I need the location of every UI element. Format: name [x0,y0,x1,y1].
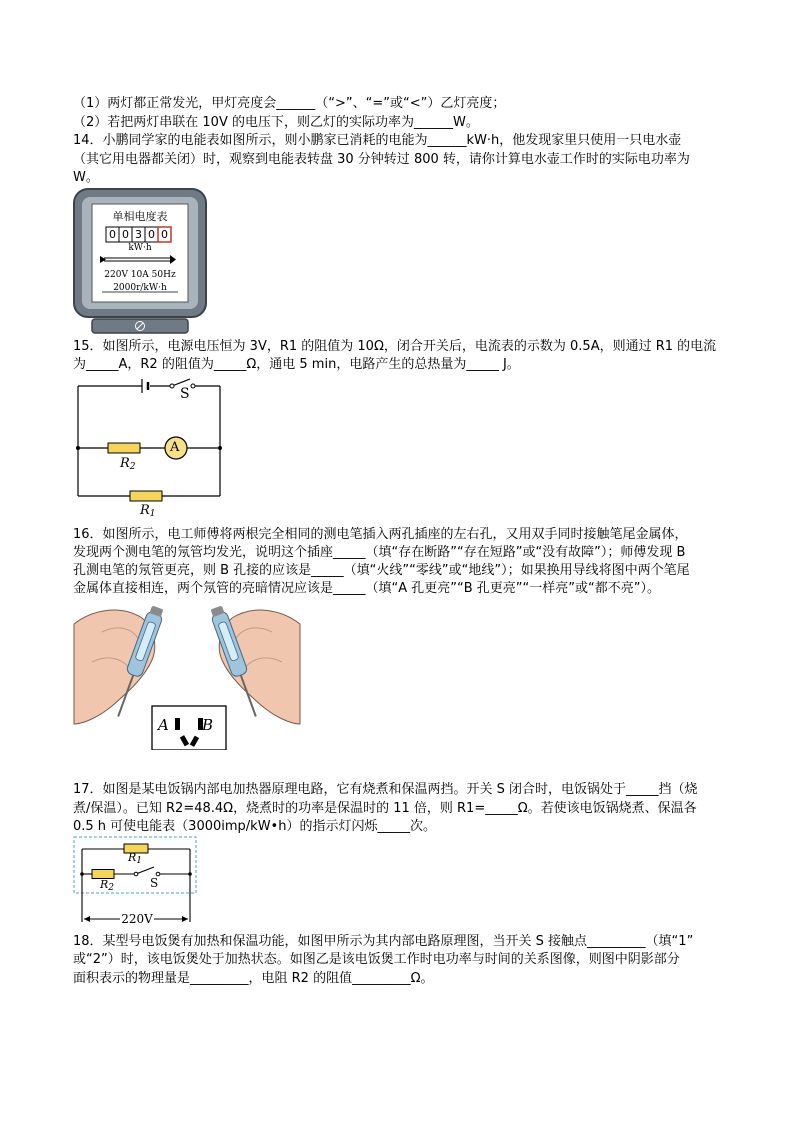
q16-line-1: 16．如图所示，电工师傅将两根完全相同的测电笔插入两孔插座的左右孔，又用双手同时接触笔尾金属体， [73,527,688,542]
socket-hole-a-label: A [158,716,169,734]
r1-label: $R_1$ [140,503,156,519]
ammeter-label: A [170,440,180,455]
q18-line-2: 或“2”）时，该电饭煲处于加热状态。如图乙是该电饭煲工作时电功率与时间的关系图像，则图中阴影部分 [73,952,680,967]
voltage-label: 220V [121,912,153,926]
r2-label: $R_2$ [100,878,115,893]
meter-spec: 220V 10A 50Hz [104,270,176,280]
meter-unit: kW·h [128,243,152,253]
meter-title: 单相电度表 [112,210,168,223]
q13-line-2: （2）若把两灯串联在 10V 的电压下，则乙灯的实际功率为______W。 [73,115,479,130]
q15-line-2: 为_____A，R2 的阻值为_____Ω，通电 5 min，电路产生的总热量为_____ J。 [73,357,520,372]
q18-line-3: 面积表示的物理量是_________，电阻 R2 的阻值_________Ω。 [73,971,434,986]
r1-label: $R_1$ [128,851,143,866]
q17-line-3: 0.5 h 可使电能表（3000imp/kW•h）的指示灯闪烁_____次。 [73,819,436,834]
meter-digit: 0 [122,228,129,241]
q18-line-1: 18．某型号电饭煲有加热和保温功能，如图甲所示为其内部电路原理图，当开关 S 接触点_________（填“1” [73,934,694,949]
q16-line-2: 发现两个测电笔的氖管均发光，说明这个插座_____（填“存在断路”“存在短路”或“没有故障”）；师傅发现 B [73,545,686,560]
q15-circuit-figure [72,378,226,520]
meter-digit: 0 [148,228,155,241]
switch-label: S [150,876,159,890]
test-pen-socket-figure [72,602,302,750]
meter-digit: 3 [135,228,142,241]
electric-meter-figure [72,187,208,335]
meter-digit: 0 [109,228,116,241]
q16-line-3: 孔测电笔的氖管更亮，则 B 孔接的应该是_____（填“火线”“零线”或“地线”）；如果换用导线将图中两个笔尾 [73,563,690,578]
q15-line-1: 15．如图所示，电源电压恒为 3V，R1 的阻值为 10Ω，闭合开关后，电流表的示数为 0.5A，则通过 R1 的电流 [73,339,717,354]
q14-line-3: W。 [73,170,99,185]
q17-line-2: 煮/保温）。已知 R2=48.4Ω，烧煮时的功率是保温时的 11 倍，则 R1=_____Ω。若使该电饭锅烧煮、保温各 [73,801,697,816]
r2-label: $R_2$ [120,456,136,472]
q16-line-4: 金属体直接相连，两个氖管的亮暗情况应该是_____（填“A 孔更亮”“B 孔更亮”“一样亮”或“都不亮”）。 [73,581,660,596]
meter-digit: 0 [161,228,168,241]
meter-rev: 2000r/kW·h [113,283,167,293]
switch-label: S [180,386,190,402]
socket-hole-b-label: B [202,716,214,734]
q14-line-1: 14．小鹏同学家的电能表如图所示，则小鹏家已消耗的电能为______kW·h，他发现家里只使用一只电水壶 [73,133,682,148]
q17-line-1: 17．如图是某电饭锅内部电加热器原理电路，它有烧煮和保温两挡。开关 S 闭合时，电饭锅处于_____挡（烧 [73,782,698,797]
q14-line-2: （其它用电器都关闭）时，观察到电能表转盘 30 分钟转过 800 转，请你计算电水壶工作时的实际电功率为 [73,152,690,167]
q13-line-1: （1）两灯都正常发光，甲灯亮度会______（“>”、“=”或“<”）乙灯亮度； [73,96,506,111]
q17-circuit-figure [72,834,200,930]
